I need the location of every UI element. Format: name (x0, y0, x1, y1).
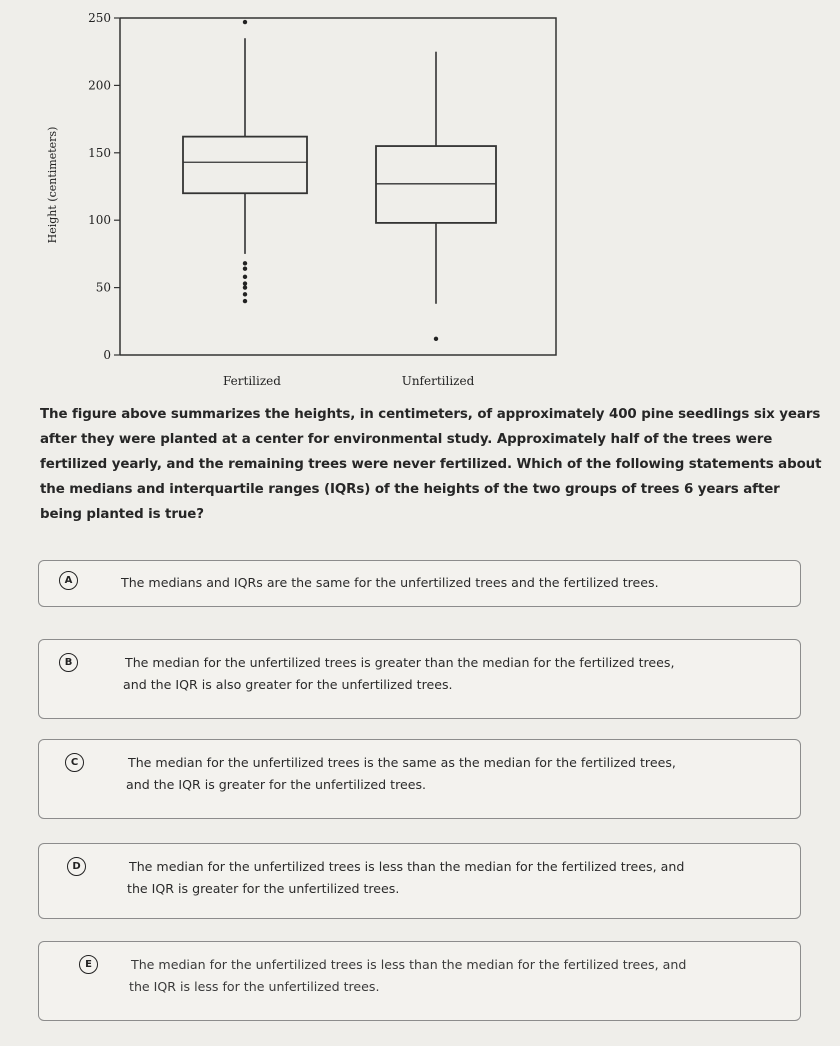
choice-c-line1: The median for the unfertilized trees is the same as the median for the fertilized trees, (128, 755, 676, 770)
y-tick-label: 200 (88, 78, 111, 93)
fertilized-outlier (243, 299, 247, 303)
choice-a-text (121, 572, 788, 594)
choice-d-line1: The median for the unfertilized trees is less than the median for the fertilized trees, and (129, 859, 685, 874)
fertilized-outlier (243, 275, 247, 279)
question-text: The figure above summarizes the heights, in centimeters, of approximately 400 pine seedlings six years after they were planted at a center for environmental study. Approximately half of the trees were fertilized yearly, and the remaining trees were never fertilized. Which of the following statements about the medians and interquartile ranges (IQRs) of the heights of the two groups of trees 6 years after being planted is true? (40, 407, 822, 522)
choice-d[interactable] (38, 843, 801, 919)
y-axis-label: Height (centimeters) (46, 126, 59, 244)
choice-e-text (131, 954, 788, 998)
y-tick-label: 50 (95, 280, 111, 295)
fertilized-box (183, 137, 307, 194)
choice-d-text (129, 856, 788, 900)
choice-c-line2: and the IQR is greater for the unfertilized trees. (126, 777, 427, 792)
fertilized-outlier (243, 267, 247, 271)
choice-e-line2: the IQR is less for the unfertilized trees. (129, 979, 380, 994)
y-tick-label: 250 (88, 11, 111, 25)
choice-d-line2: the IQR is greater for the unfertilized trees. (127, 881, 400, 896)
choice-a-line1: The medians and IQRs are the same for the unfertilized trees and the fertilized trees. (121, 575, 659, 590)
y-tick-label: 100 (88, 213, 111, 228)
choice-b-line2: and the IQR is also greater for the unfertilized trees. (123, 677, 453, 692)
choice-c-text (128, 752, 788, 796)
choice-letter-d: D (67, 857, 86, 876)
fertilized-outlier (243, 285, 247, 289)
choice-letter-a: A (59, 571, 78, 590)
choice-letter-e: E (79, 955, 98, 974)
plot-frame (120, 18, 556, 355)
boxplot-chart (0, 0, 600, 400)
choice-e-line1: The median for the unfertilized trees is less than the median for the fertilized trees, and (131, 957, 687, 972)
choice-b-line1: The median for the unfertilized trees is greater than the median for the fertilized trees, (125, 655, 675, 670)
choice-a[interactable] (38, 560, 801, 607)
unfertilized-category-label: Unfertilized (401, 374, 475, 388)
y-tick-label: 150 (88, 145, 111, 160)
fertilized-outlier (243, 261, 247, 265)
y-tick-label: 0 (103, 348, 111, 362)
choice-letter-c: C (65, 753, 84, 772)
choice-b[interactable] (38, 639, 801, 719)
unfertilized-box (376, 146, 496, 223)
fertilized-category-label: Fertilized (223, 374, 281, 388)
boxplot-svg (0, 0, 600, 400)
fertilized-outlier (243, 292, 247, 296)
choice-e[interactable] (38, 941, 801, 1021)
unfertilized-outlier (434, 337, 438, 341)
choice-letter-b: B (59, 653, 78, 672)
choice-c[interactable] (38, 739, 801, 819)
fertilized-outlier (243, 20, 247, 24)
choice-b-text (125, 652, 788, 696)
fertilized-outlier (243, 281, 247, 285)
